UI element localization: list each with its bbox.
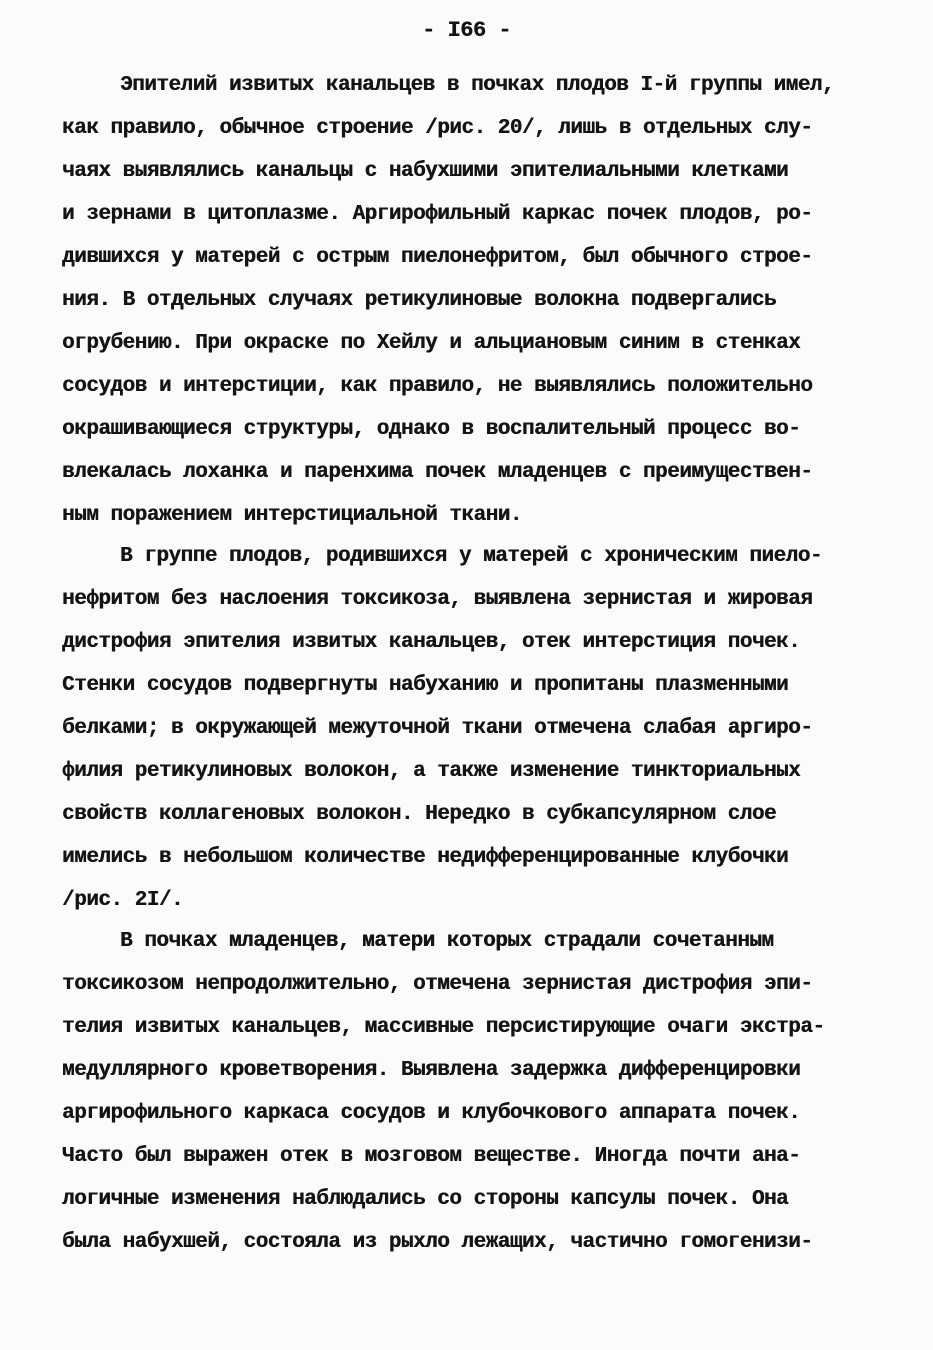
page-number: - I66 - (422, 18, 511, 43)
text-line: окрашивающиеся структуры, однако в воспалительный процесс во- (62, 418, 801, 441)
text-line: ния. В отдельных случаях ретикулиновые волокна подвергались (62, 289, 777, 312)
text-line: как правило, обычное строение /рис. 20/, лишь в отдельных слу- (62, 117, 813, 140)
text-line: огрубению. При окраске по Хейлу и альциановым синим в стенках (62, 332, 801, 355)
text-line: Эпителий извитых канальцев в почках плодов I-й группы имел, (120, 74, 835, 97)
text-line: белками; в окружающей межуточной ткани отмечена слабая аргиро- (62, 717, 813, 740)
text-line: В группе плодов, родившихся у матерей с хроническим пиело- (120, 545, 822, 568)
text-line: свойств коллагеновых волокон. Нередко в субкапсулярном слое (62, 803, 777, 826)
text-line: и зернами в цитоплазме. Аргирофильный каркас почек плодов, ро- (62, 203, 813, 226)
text-line: аргирофильного каркаса сосудов и клубочкового аппарата почек. (62, 1102, 801, 1125)
text-line: Стенки сосудов подвергнуты набуханию и пропитаны плазменными (62, 674, 789, 697)
text-line: /рис. 2I/. (62, 889, 184, 912)
text-line: филия ретикулиновых волокон, а также изменение тинкториальных (62, 760, 801, 783)
text-line: была набухшей, состояла из рыхло лежащих, частично гомогенизи- (62, 1231, 813, 1254)
text-line: имелись в небольшом количестве недифференцированные клубочки (62, 846, 789, 869)
text-line: логичные изменения наблюдались со стороны капсулы почек. Она (62, 1188, 789, 1211)
text-line: сосудов и интерстиции, как правило, не выявлялись положительно (62, 375, 813, 398)
text-line: чаях выявлялись канальцы с набухшими эпителиальными клетками (62, 160, 789, 183)
text-line: влекалась лоханка и паренхима почек младенцев с преимуществен- (62, 461, 813, 484)
text-line: токсикозом непродолжительно, отмечена зернистая дистрофия эпи- (62, 973, 813, 996)
text-line: медуллярного кроветворения. Выявлена задержка дифференцировки (62, 1059, 801, 1082)
text-line: В почках младенцев, матери которых страдали сочетанным (120, 930, 774, 953)
text-line: нефритом без наслоения токсикоза, выявлена зернистая и жировая (62, 588, 813, 611)
text-line: Часто был выражен отек в мозговом веществе. Иногда почти ана- (62, 1145, 801, 1168)
text-line: ным поражением интерстициальной ткани. (62, 504, 522, 527)
text-line: дившихся у матерей с острым пиелонефритом, был обычного строе- (62, 246, 813, 269)
text-line: дистрофия эпителия извитых канальцев, отек интерстиция почек. (62, 631, 801, 654)
text-line: телия извитых канальцев, массивные персистирующие очаги экстра- (62, 1016, 825, 1039)
